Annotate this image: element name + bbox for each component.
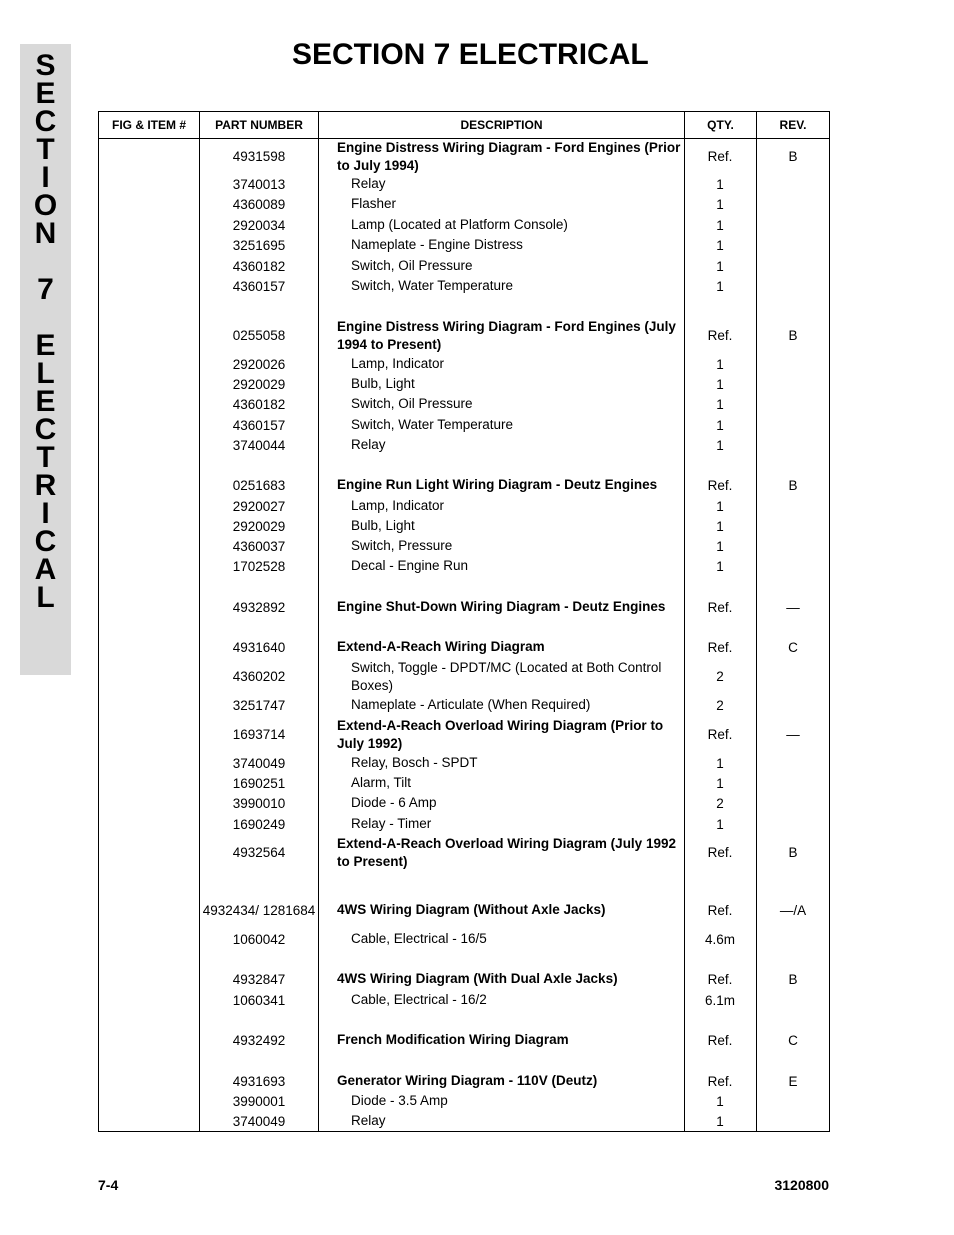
part-number-cell: 4360182 <box>232 259 286 274</box>
qty-cell: 1 <box>716 438 724 453</box>
description-cell: Bulb, Light <box>351 376 415 391</box>
part-number-cell: 0251683 <box>232 478 286 493</box>
part-number-cell: 1060341 <box>232 993 286 1008</box>
part-number-cell: 3990001 <box>232 1094 286 1109</box>
description-cell: French Modification Wiring Diagram <box>337 1032 569 1047</box>
rev-cell: —/A <box>779 903 807 918</box>
header-description: DESCRIPTION <box>460 118 543 132</box>
part-number-cell: 1060042 <box>232 932 286 947</box>
part-number-cell: 1690251 <box>232 776 286 791</box>
description-cell: Nameplate - Engine Distress <box>351 237 523 252</box>
side-tab-letter: 7 <box>37 273 54 306</box>
description-cell: Extend-A-Reach Overload Wiring Diagram (July 1992 to Present) <box>337 836 676 869</box>
description-cell: Bulb, Light <box>351 518 415 533</box>
qty-cell: 1 <box>716 756 724 771</box>
part-number-cell: 3740049 <box>232 756 286 771</box>
qty-cell: 4.6m <box>704 932 735 947</box>
qty-cell: Ref. <box>707 328 733 343</box>
qty-cell: 1 <box>716 218 724 233</box>
description-cell: Lamp, Indicator <box>351 356 445 371</box>
rev-cell: — <box>786 600 800 615</box>
part-number-cell: 4932564 <box>232 845 286 860</box>
description-cell: Switch, Oil Pressure <box>351 258 473 273</box>
qty-cell: Ref. <box>707 972 733 987</box>
qty-cell: 1 <box>716 418 724 433</box>
part-number-cell: 4360182 <box>232 397 286 412</box>
qty-cell: Ref. <box>707 1033 733 1048</box>
side-tab-letter: C <box>34 413 57 446</box>
qty-cell: 1 <box>716 259 724 274</box>
qty-cell: 1 <box>716 1094 724 1109</box>
qty-cell: 1 <box>716 559 724 574</box>
description-cell: Switch, Oil Pressure <box>351 396 473 411</box>
part-number-cell: 2920029 <box>232 519 286 534</box>
qty-cell: Ref. <box>707 478 733 493</box>
side-tab-letter: S <box>35 49 56 82</box>
rev-cell: B <box>788 149 798 164</box>
part-number-cell: 2920034 <box>232 218 286 233</box>
part-number-cell: 0255058 <box>232 328 286 343</box>
description-cell: Alarm, Tilt <box>351 775 412 790</box>
part-number-cell: 4360202 <box>232 669 286 684</box>
part-number-cell: 4931598 <box>232 149 286 164</box>
rev-cell: B <box>788 845 798 860</box>
side-tab-letters <box>20 49 71 614</box>
description-cell: Cable, Electrical - 16/5 <box>351 931 487 946</box>
description-cell: Switch, Water Temperature <box>351 417 514 432</box>
rev-cell: B <box>788 328 798 343</box>
description-cell: Switch, Pressure <box>351 538 453 553</box>
description-cell: Diode - 6 Amp <box>351 795 437 810</box>
side-tab-letter: C <box>34 105 57 138</box>
part-number-cell: 4931640 <box>232 640 286 655</box>
part-number-cell: 1690249 <box>232 817 286 832</box>
description-cell: Relay <box>351 437 386 452</box>
part-number-cell: 4360037 <box>232 539 286 554</box>
qty-cell: 2 <box>716 669 724 684</box>
description-cell: Switch, Toggle - DPDT/MC (Located at Both Control Boxes) <box>351 660 662 693</box>
description-cell: 4WS Wiring Diagram (Without Axle Jacks) <box>337 902 606 917</box>
part-number-cell: 2920027 <box>232 499 286 514</box>
description-cell: Decal - Engine Run <box>351 558 469 573</box>
qty-cell: Ref. <box>707 845 733 860</box>
rev-cell: C <box>788 1033 798 1048</box>
qty-cell: 1 <box>716 499 724 514</box>
side-tab-letter: R <box>34 469 57 502</box>
part-number-cell: 4360157 <box>232 279 286 294</box>
document-number: 3120800 <box>774 1177 829 1193</box>
part-number-cell: 3740049 <box>232 1114 286 1129</box>
description-cell: Engine Shut-Down Wiring Diagram - Deutz Engines <box>337 599 666 614</box>
side-tab-letter: O <box>33 189 58 222</box>
rev-cell: C <box>788 640 798 655</box>
side-tab-letter: E <box>35 77 56 110</box>
side-tab-letter: T <box>36 441 55 474</box>
side-tab-letter: L <box>36 581 55 614</box>
part-number-cell: 4360089 <box>232 197 286 212</box>
qty-cell: 1 <box>716 377 724 392</box>
side-tab-letter: E <box>35 329 56 362</box>
description-cell: Cable, Electrical - 16/2 <box>351 992 487 1007</box>
qty-cell: 1 <box>716 357 724 372</box>
side-tab-letter: T <box>36 133 55 166</box>
qty-cell: 1 <box>716 197 724 212</box>
part-number-cell: 2920026 <box>232 357 286 372</box>
part-number-cell: 4931693 <box>232 1074 286 1089</box>
qty-cell: Ref. <box>707 640 733 655</box>
column-divider <box>318 112 319 1131</box>
description-cell: Extend-A-Reach Overload Wiring Diagram (Prior to July 1992) <box>337 718 664 751</box>
description-cell: Engine Run Light Wiring Diagram - Deutz Engines <box>337 477 658 492</box>
qty-cell: Ref. <box>707 1074 733 1089</box>
qty-cell: 1 <box>716 177 724 192</box>
part-number-cell: 4932434/ 1281684 <box>202 903 316 918</box>
header-part-number: PART NUMBER <box>215 118 303 132</box>
side-tab-letter: I <box>41 497 50 530</box>
qty-cell: Ref. <box>707 149 733 164</box>
parts-table <box>98 111 830 1132</box>
qty-cell: 1 <box>716 397 724 412</box>
side-tab-letter: E <box>35 385 56 418</box>
part-number-cell: 4360157 <box>232 418 286 433</box>
description-cell: Relay, Bosch - SPDT <box>351 755 478 770</box>
rev-cell: B <box>788 972 798 987</box>
qty-cell: 1 <box>716 776 724 791</box>
description-cell: Engine Distress Wiring Diagram - Ford Engines (Prior to July 1994) <box>337 140 681 173</box>
description-cell: Relay <box>351 1113 386 1128</box>
side-tab-gap <box>20 248 71 276</box>
part-number-cell: 3740013 <box>232 177 286 192</box>
qty-cell: 1 <box>716 539 724 554</box>
description-cell: Lamp (Located at Platform Console) <box>351 217 568 232</box>
qty-cell: 1 <box>716 279 724 294</box>
description-cell: Diode - 3.5 Amp <box>351 1093 448 1108</box>
side-tab-gap <box>20 304 71 332</box>
part-number-cell: 3251695 <box>232 238 286 253</box>
qty-cell: 2 <box>716 698 724 713</box>
qty-cell: 6.1m <box>704 993 735 1008</box>
header-fig-item: FIG & ITEM # <box>111 118 186 132</box>
qty-cell: 2 <box>716 796 724 811</box>
part-number-cell: 3740044 <box>232 438 286 453</box>
rev-cell: — <box>786 727 800 742</box>
description-cell: Relay <box>351 176 386 191</box>
side-tab-letter: I <box>41 161 50 194</box>
part-number-cell: 4932847 <box>232 972 286 987</box>
header-qty: QTY. <box>707 118 734 132</box>
qty-cell: 1 <box>716 1114 724 1129</box>
rev-cell: E <box>788 1074 798 1089</box>
part-number-cell: 1702528 <box>232 559 286 574</box>
description-cell: Engine Distress Wiring Diagram - Ford Engines (July 1994 to Present) <box>337 319 676 352</box>
side-tab-letter: C <box>34 525 57 558</box>
page-number: 7-4 <box>98 1177 119 1193</box>
rev-cell: B <box>788 478 798 493</box>
description-cell: Extend-A-Reach Wiring Diagram <box>337 639 545 654</box>
description-cell: Flasher <box>351 196 397 211</box>
part-number-cell: 4932492 <box>232 1033 286 1048</box>
qty-cell: Ref. <box>707 727 733 742</box>
qty-cell: 1 <box>716 817 724 832</box>
side-tab-letter: L <box>36 357 55 390</box>
header-rev: REV. <box>779 118 807 132</box>
part-number-cell: 2920029 <box>232 377 286 392</box>
description-cell: Nameplate - Articulate (When Required) <box>351 697 591 712</box>
qty-cell: 1 <box>716 519 724 534</box>
page-title: SECTION 7 ELECTRICAL <box>292 38 649 71</box>
part-number-cell: 1693714 <box>232 727 286 742</box>
description-cell: Relay - Timer <box>351 816 432 831</box>
qty-cell: 1 <box>716 238 724 253</box>
description-cell: Lamp, Indicator <box>351 498 445 513</box>
part-number-cell: 4932892 <box>232 600 286 615</box>
qty-cell: Ref. <box>707 600 733 615</box>
part-number-cell: 3251747 <box>232 698 286 713</box>
description-cell: Generator Wiring Diagram - 110V (Deutz) <box>337 1073 598 1088</box>
section-side-tab <box>20 44 71 675</box>
side-tab-letter: N <box>34 217 57 250</box>
part-number-cell: 3990010 <box>232 796 286 811</box>
side-tab-letter: A <box>34 553 57 586</box>
description-cell: 4WS Wiring Diagram (With Dual Axle Jacks) <box>337 971 618 986</box>
qty-cell: Ref. <box>707 903 733 918</box>
description-cell: Switch, Water Temperature <box>351 278 514 293</box>
column-divider <box>199 112 200 1131</box>
